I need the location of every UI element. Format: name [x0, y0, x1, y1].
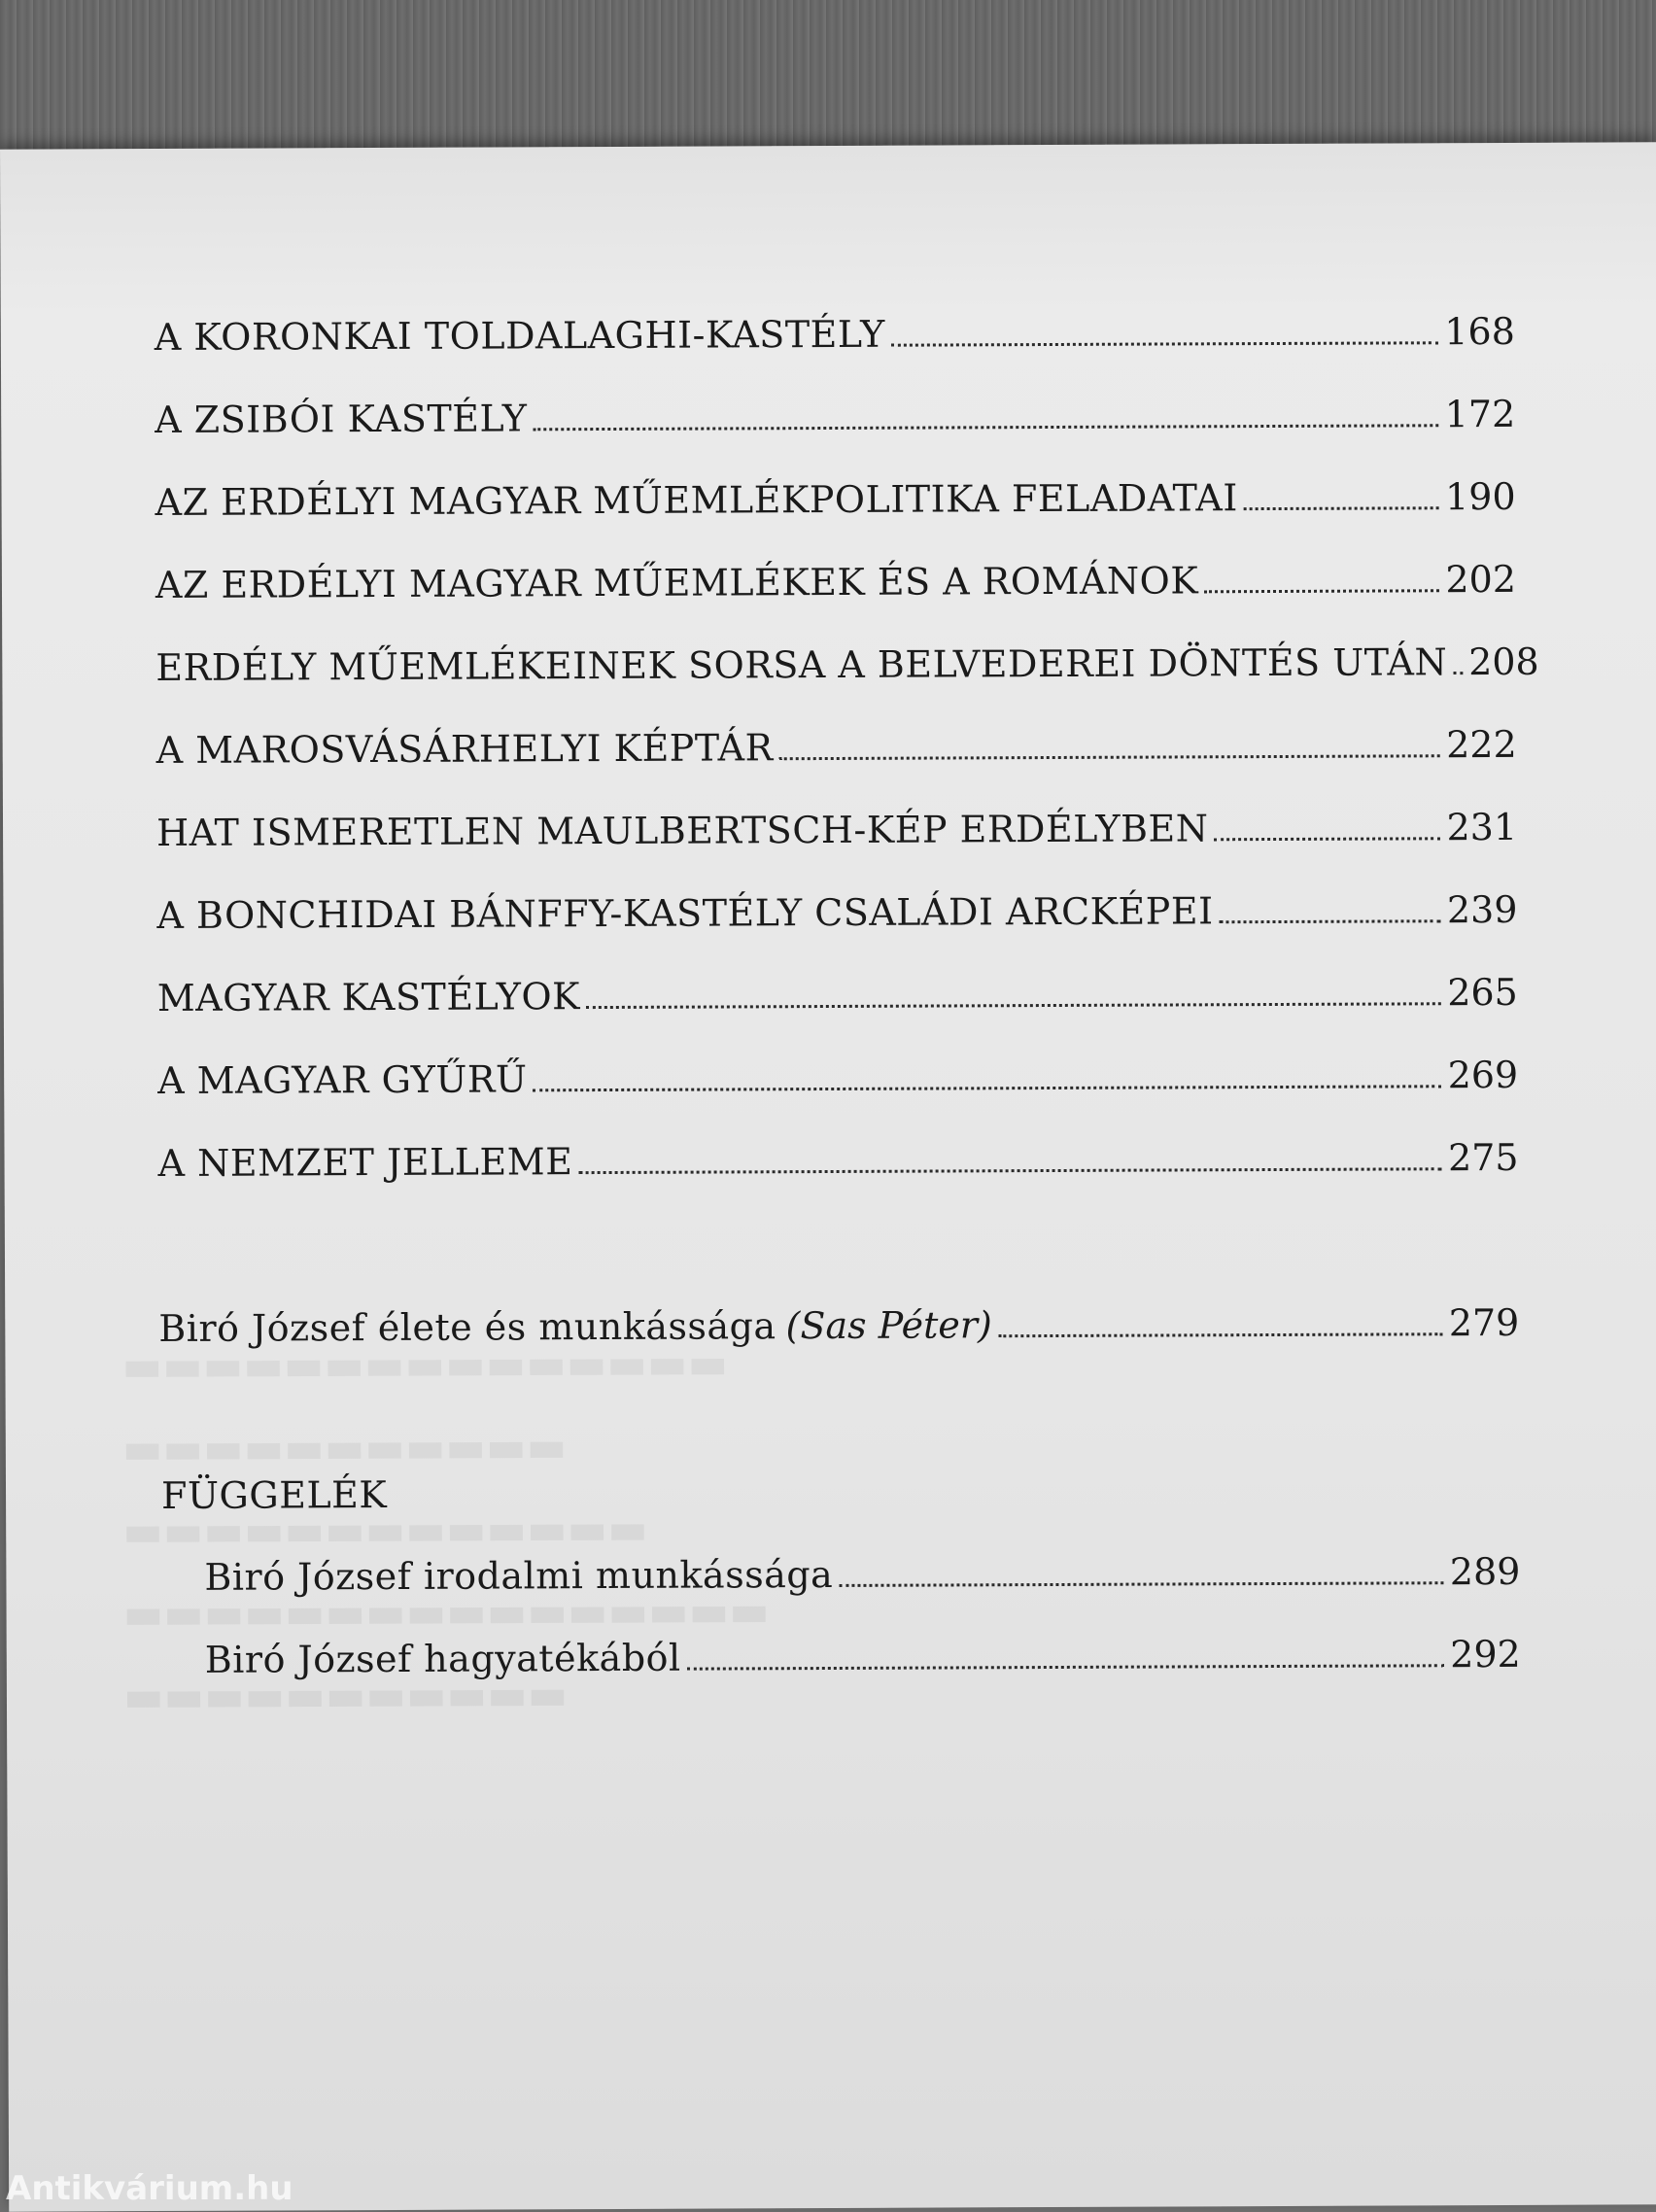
book-page — [0, 142, 1656, 2211]
toc-entry-title: A NEMZET JELLEME — [157, 1140, 573, 1186]
toc-entry-title: HAT ISMERETLEN MAULBERTSCH-KÉP ERDÉLYBEN — [155, 807, 1209, 855]
toc-entry — [157, 971, 1518, 1020]
watermark-logo: Antikvárium.hu — [6, 2169, 293, 2208]
toc-entry-page: 292 — [1450, 1632, 1521, 1676]
dot-leader — [533, 424, 1438, 431]
toc-entry-title: MAGYAR KASTÉLYOK — [156, 975, 581, 1020]
toc-entry — [204, 1550, 1520, 1599]
dot-leader — [1244, 506, 1439, 510]
toc-entry-page: 202 — [1445, 557, 1517, 602]
toc-entry-title: Biró József hagyatékából — [204, 1636, 681, 1681]
dot-leader — [998, 1332, 1443, 1337]
toc-entry — [205, 1633, 1521, 1681]
toc-entry-page: 168 — [1444, 309, 1515, 354]
toc-entry — [156, 888, 1517, 937]
dot-leader — [578, 1167, 1442, 1174]
dot-leader — [586, 1002, 1441, 1009]
toc-entry-page: 265 — [1447, 970, 1518, 1015]
toc-entry-title: A MAROSVÁSÁRHELYI KÉPTÁR — [155, 726, 774, 773]
toc-entry-title: A KORONKAI TOLDALAGHI-KASTÉLY — [154, 312, 885, 360]
toc-entry — [157, 1136, 1518, 1185]
toc-entry-title: A BONCHIDAI BÁNFFY-KASTÉLY CSALÁDI ARCKÉPEI — [156, 889, 1214, 938]
dot-leader — [1220, 919, 1441, 923]
dot-leader — [1204, 589, 1439, 593]
toc-entry — [155, 558, 1516, 606]
toc-entry-page: 239 — [1446, 887, 1518, 932]
toc-entry-page: 208 — [1468, 639, 1539, 684]
toc-entry-title: A ZSIBÓI KASTÉLY — [155, 397, 528, 442]
toc-entry-page: 172 — [1444, 392, 1516, 436]
toc-entry-title: A MAGYAR GYŰRŰ — [157, 1057, 528, 1103]
dot-leader — [687, 1664, 1445, 1670]
dot-leader — [533, 1085, 1441, 1091]
toc-entry — [156, 723, 1517, 772]
toc-entry — [155, 393, 1515, 441]
toc-entry-author: (Sas Péter) — [785, 1303, 992, 1348]
toc-entry-title: Biró József irodalmi munkássága — [204, 1552, 834, 1599]
toc-entry-title: ERDÉLY MŰEMLÉKEINEK SORSA A BELVEDEREI DÖNTÉS UTÁN — [155, 640, 1448, 690]
dot-leader — [1215, 837, 1441, 841]
toc-entry-page: 279 — [1448, 1300, 1520, 1345]
toc-entry-page: 269 — [1447, 1053, 1519, 1097]
toc-entry-page: 289 — [1449, 1549, 1521, 1594]
toc-entry-title: AZ ERDÉLYI MAGYAR MŰEMLÉKPOLITIKA FELADATAI — [155, 476, 1238, 525]
toc-entry-page: 190 — [1444, 474, 1516, 519]
toc-entry — [157, 1054, 1518, 1102]
table-of-contents — [0, 142, 1656, 2211]
toc-entry-page: 275 — [1447, 1135, 1519, 1180]
appendix-heading: FÜGGELÉK — [160, 1472, 388, 1518]
dot-leader — [839, 1581, 1444, 1587]
toc-entry-page: 231 — [1446, 805, 1518, 849]
show-through-text: ▬▬▬▬▬▬▬▬▬▬▬▬▬▬▬ ▬▬▬▬▬▬▬▬▬▬▬ ▬▬▬▬▬▬▬▬▬▬▬▬▬ ▬▬▬▬▬▬▬▬▬▬▬▬▬▬▬▬ ▬▬▬▬▬▬▬▬▬▬▬ — [121, 1338, 770, 1722]
toc-entry — [155, 310, 1515, 359]
toc-entry — [156, 806, 1517, 854]
dot-leader — [1453, 672, 1463, 674]
toc-entry-biography — [158, 1301, 1519, 1350]
toc-entry-title: Biró József élete és munkássága — [158, 1304, 776, 1351]
toc-entry-page: 222 — [1446, 722, 1517, 767]
dot-leader — [779, 754, 1441, 760]
toc-entry — [155, 475, 1515, 524]
dot-leader — [891, 341, 1439, 346]
toc-entry — [155, 639, 1539, 690]
toc-entry-title: AZ ERDÉLYI MAGYAR MŰEMLÉKEK ÉS A ROMÁNOK — [155, 559, 1199, 607]
